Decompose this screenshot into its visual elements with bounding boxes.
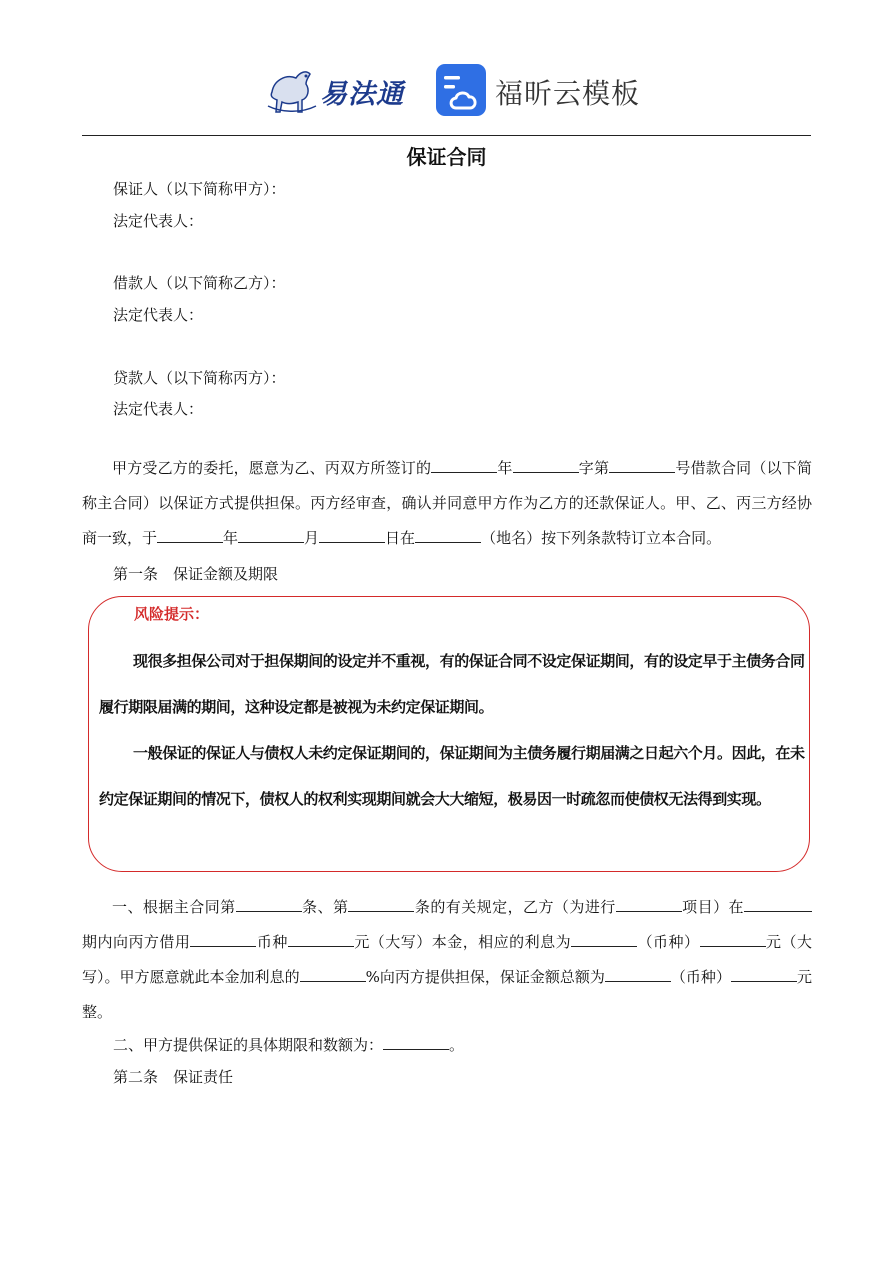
clause-text: 项目）在 [681, 898, 744, 916]
intro-text: 字第 [578, 459, 610, 477]
sign-day-blank[interactable] [319, 528, 385, 543]
clause-2-line [113, 1034, 464, 1055]
risk-warning-box [88, 596, 810, 872]
risk-warning-title: 风险提示： [134, 605, 210, 623]
borrower-representative-line: 法定代表人： [113, 306, 204, 324]
clause-text: 。 [449, 1036, 465, 1054]
period-blank[interactable] [744, 897, 812, 912]
lender-representative-line: 法定代表人： [113, 400, 204, 418]
clause-text: 条、第 [301, 898, 349, 916]
guarantor-line: 保证人（以下简称甲方）： [113, 180, 286, 198]
lender-line: 贷款人（以下简称丙方）： [113, 369, 286, 387]
clause-text: %向丙方提供担保，保证金额总额为 [365, 968, 605, 986]
intro-text: 年 [497, 459, 513, 477]
contract-year-blank[interactable] [431, 458, 497, 473]
clause-text: 期内向丙方借用 [82, 933, 191, 951]
yifatong-logo-text: 易法通 [320, 79, 404, 110]
horse-emblem-icon [262, 62, 320, 118]
article-2-heading: 第二条 保证责任 [113, 1068, 234, 1086]
intro-text: 月 [304, 529, 320, 547]
interest-currency-blank[interactable] [571, 932, 637, 947]
yifatong-logo [262, 62, 412, 118]
guarantor-representative-line: 法定代表人： [113, 212, 204, 230]
principal-amount-blank[interactable] [288, 932, 354, 947]
clause-text: （币种） [670, 968, 731, 986]
sign-year-blank[interactable] [157, 528, 223, 543]
clause-text: 一、根据主合同第 [112, 898, 236, 916]
sign-month-blank[interactable] [238, 528, 304, 543]
document-title: 保证合同 [406, 145, 487, 169]
clause-text: 元（大写）本金，相应的利息为 [353, 933, 572, 951]
intro-text: 号借款合同（以下简称主合同）以保证方式提供担保。丙方经审查，确认并同意甲方作为乙方的还款保证人。甲、乙、丙三方经协商一致，于 [82, 459, 812, 547]
clause-1-paragraph [82, 890, 812, 1030]
header-logos [0, 58, 893, 122]
intro-text: 年 [223, 529, 239, 547]
article-number-blank[interactable] [348, 897, 414, 912]
borrower-line: 借款人（以下简称乙方）： [113, 274, 286, 292]
intro-text: 日在 [385, 529, 416, 547]
guarantee-percent-blank[interactable] [300, 967, 366, 982]
foxit-cloud-template-icon [436, 64, 486, 116]
sign-place-blank[interactable] [415, 528, 481, 543]
clause-text: 元整。 [82, 968, 812, 1021]
intro-paragraph [82, 451, 812, 556]
clause-text: 元（大写）。甲方愿意就此本金加利息的 [82, 933, 812, 986]
contract-word-blank[interactable] [513, 458, 579, 473]
header-divider [82, 135, 811, 136]
article-1-heading: 第一条 保证金额及期限 [113, 565, 279, 583]
intro-text: 甲方受乙方的委托，愿意为乙、丙双方所签订的 [112, 459, 432, 477]
contract-number-blank[interactable] [609, 458, 675, 473]
period-amount-blank[interactable] [383, 1035, 449, 1050]
clause-text: 条的有关规定，乙方（为进行 [414, 898, 616, 916]
risk-warning-paragraph-1: 现很多担保公司对于担保期间的设定并不重视，有的保证合同不设定保证期间，有的设定早于主债务合同履行期限届满的期间，这种设定都是被视为未约定保证期间。 [99, 652, 805, 716]
total-amount-blank[interactable] [731, 967, 797, 982]
interest-amount-blank[interactable] [700, 932, 766, 947]
project-blank[interactable] [616, 897, 682, 912]
intro-text: （地名）按下列条款特订立本合同。 [481, 529, 722, 547]
clause-text: 币种 [256, 933, 288, 951]
total-currency-blank[interactable] [605, 967, 671, 982]
article-number-blank[interactable] [236, 897, 302, 912]
clause-text: 二、甲方提供保证的具体期限和数额为： [113, 1036, 384, 1054]
foxit-cloud-template-text: 福昕云模板 [495, 77, 641, 110]
principal-currency-blank[interactable] [190, 932, 256, 947]
clause-text: （币种） [637, 933, 700, 951]
risk-warning-paragraph-2: 一般保证的保证人与债权人未约定保证期间的，保证期间为主债务履行期届满之日起六个月。因此，在未约定保证期间的情况下，债权人的权利实现期间就会大大缩短，极易因一时疏忽而使债权无法得到实现。 [99, 744, 805, 808]
